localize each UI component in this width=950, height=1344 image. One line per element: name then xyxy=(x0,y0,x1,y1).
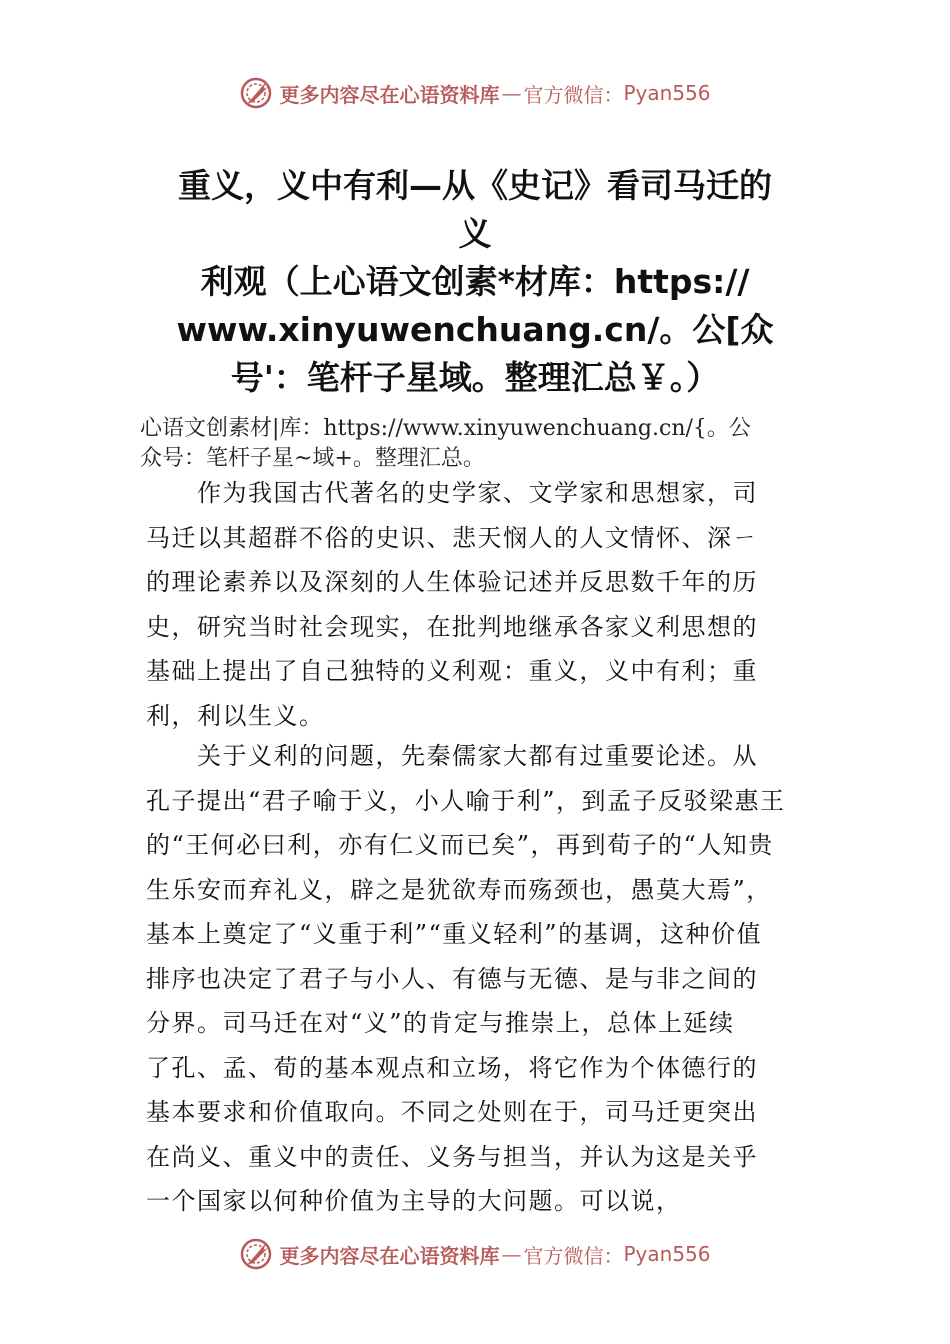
footer-banner-separator: — xyxy=(501,1242,522,1266)
title-line: 重义，义中有利—从《史记》看司马迁的 xyxy=(178,166,772,205)
title-line: 号'：笔杆子星域。整理汇总￥。） xyxy=(230,358,720,397)
text-line: 的理论素养以及深刻的人生体验记述并反思数千年的历 xyxy=(146,568,758,596)
source-note xyxy=(140,414,845,474)
header-wechat-id: Pyan556 xyxy=(623,81,711,105)
text-line: 关于义利的问题，先秦儒家大都有过重要论述。从 xyxy=(146,742,758,770)
footer-banner-text: 更多内容尽在心语资料库 xyxy=(279,1243,500,1268)
header-banner xyxy=(0,73,950,113)
text-line: 基本上奠定了“义重于利”“重义轻利”的基调，这种价值 xyxy=(146,920,763,948)
text-line: 了孔、孟、荀的基本观点和立场，将它作为个体德行的 xyxy=(146,1053,758,1082)
text-line: 分界。司马迁在对“义”的肯定与推崇上，总体上延续 xyxy=(146,1009,735,1037)
body-paragraph-2 xyxy=(146,734,826,1224)
text-line: 利，利以生义。 xyxy=(146,701,325,730)
text-line: 生乐安而弃礼义，辟之是犹欲寿而殇颈也，愚莫大焉”， xyxy=(146,875,772,904)
text-line: 一个国家以何种价值为主导的大问题。可以说， xyxy=(146,1187,682,1215)
source-note-line: 心语文创素材|库：https://www.xinyuwenchuang.cn/{。公 xyxy=(140,416,751,441)
footer-wechat-label: 官方微信： xyxy=(523,1243,624,1268)
source-note-line: 众号：笔杆子星~域+。整理汇总。 xyxy=(140,446,485,471)
text-line: 史，研究当时社会现实，在批判地继承各家义利思想的 xyxy=(146,612,758,641)
text-line: 排序也决定了君子与小人、有德与无德、是与非之间的 xyxy=(146,964,758,993)
title-line: 利观（上心语文创素*材库：https:// xyxy=(200,262,750,301)
footer-wechat-id: Pyan556 xyxy=(623,1242,711,1266)
document-title xyxy=(140,162,810,402)
text-line: 的“王何必曰利，亦有仁义而已矣”，再到荀子的“人知贵 xyxy=(146,831,774,859)
text-line: 基础上提出了自己独特的义利观：重义，义中有利；重 xyxy=(146,657,758,685)
title-line: www.xinyuwenchuang.cn/。公[众 xyxy=(176,310,774,349)
body-paragraph-1 xyxy=(146,471,826,738)
text-line: 基本要求和价值取向。不同之处则在于，司马迁更突出 xyxy=(146,1098,758,1126)
quill-logo-icon xyxy=(239,76,273,110)
text-line: 孔子提出“君子喻于义，小人喻于利”，到孟子反驳梁惠王 xyxy=(146,786,786,815)
text-line: 作为我国古代著名的史学家、文学家和思想家，司 xyxy=(146,479,758,507)
footer-banner xyxy=(0,1234,950,1274)
title-line: 义 xyxy=(458,214,492,253)
text-line: 在尚义、重义中的责任、义务与担当，并认为这是关乎 xyxy=(146,1142,758,1171)
header-wechat-label: 官方微信： xyxy=(523,82,624,107)
header-banner-separator: — xyxy=(501,81,522,105)
quill-logo-icon xyxy=(239,1237,273,1271)
text-line: 马迁以其超群不俗的史识、悲天悯人的人文情怀、深ㄧ xyxy=(146,523,758,552)
header-banner-text: 更多内容尽在心语资料库 xyxy=(279,82,500,107)
